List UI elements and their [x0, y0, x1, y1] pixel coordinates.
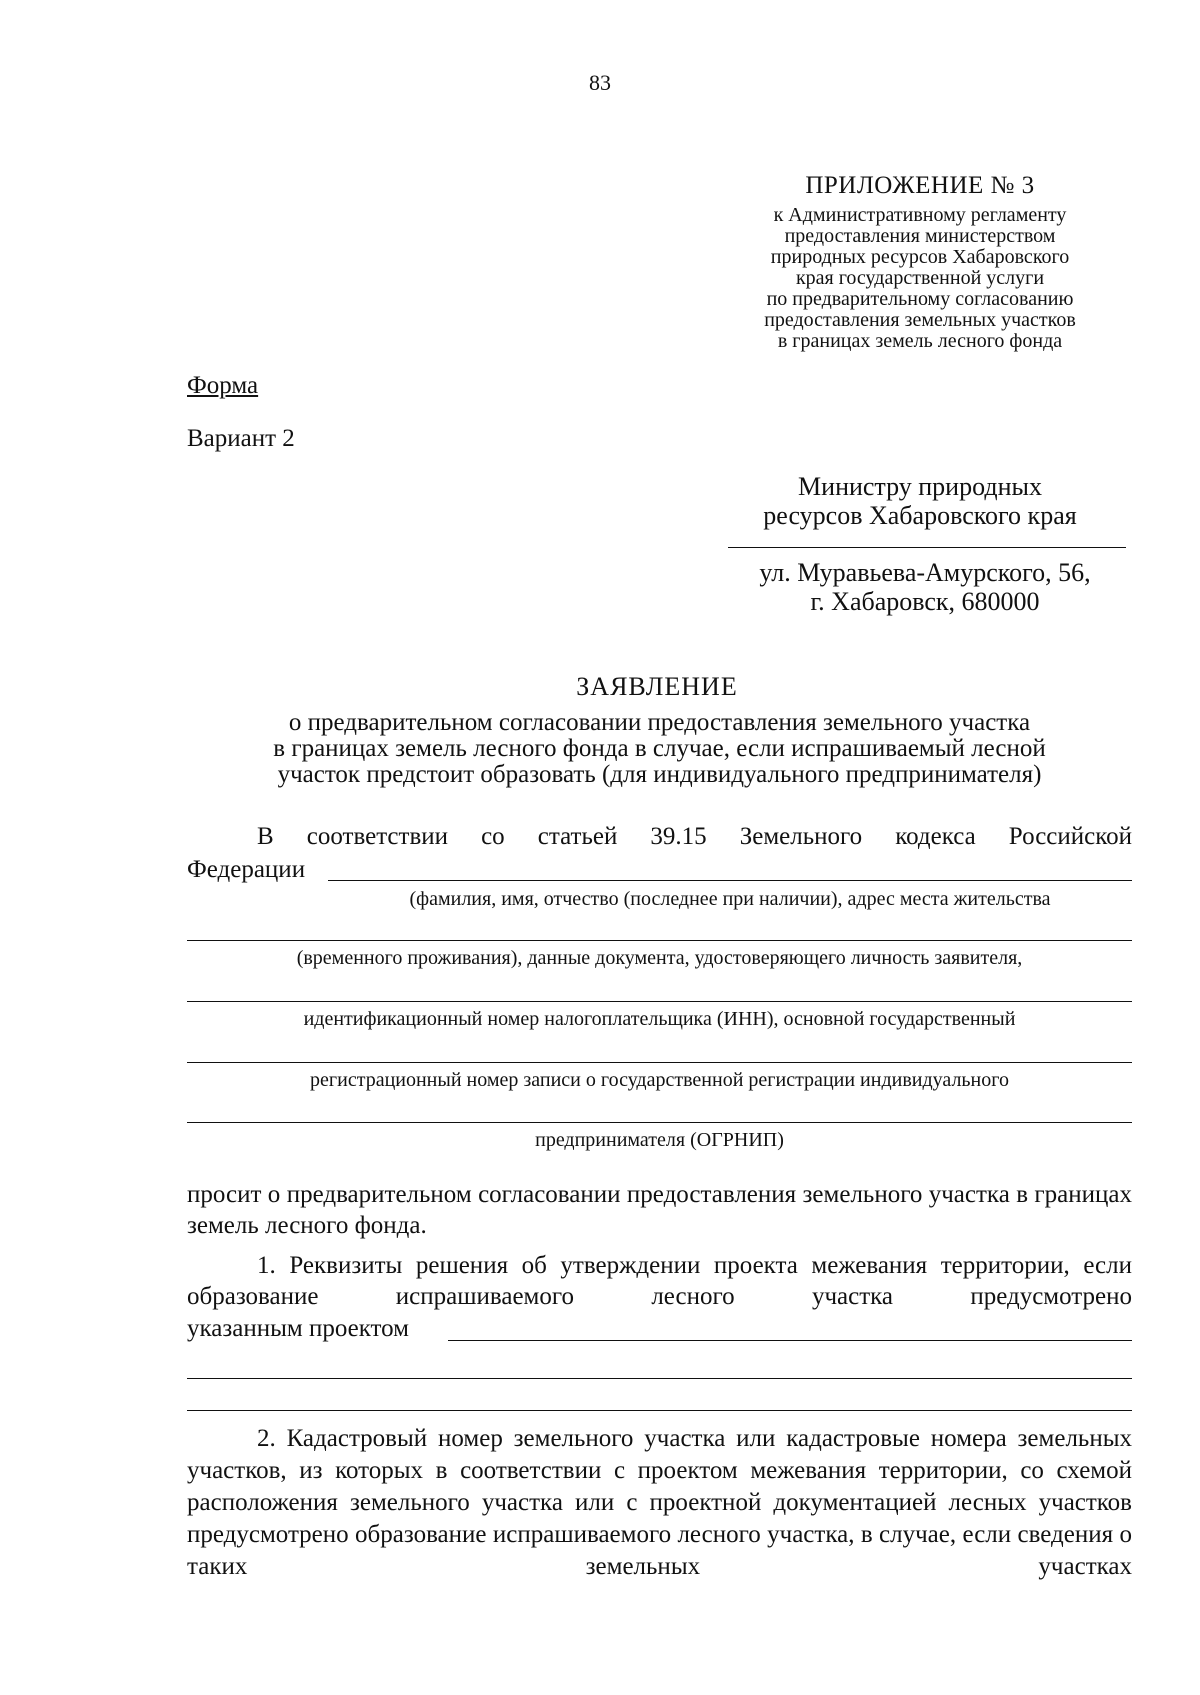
applicant-fill-line-5[interactable] [187, 1122, 1132, 1123]
field-caption: регистрационный номер записи о государственной регистрации индивидуального [310, 1069, 1009, 1091]
item-2-text: 2. Кадастровый номер земельного участка или кадастровые номера земельных участков, из которых в соответствии с проектом межевания территории, со схемой расположения земельного участка или с проектной документацией лесных участков предусмотрено образование испрашиваемого лесного участка, в случае, если сведения о таких земельных участках [187, 1425, 1132, 1580]
statement-title: ЗАЯВЛЕНИЕ [576, 672, 738, 701]
field-caption: идентификационный номер налогоплательщика (ИНН), основной государственный [303, 1008, 1016, 1030]
field-caption: (временного проживания), данные документа, удостоверяющего личность заявителя, [296, 947, 1023, 969]
addressee-line: ресурсов Хабаровского края [763, 501, 1077, 530]
field-caption: (фамилия, имя, отчество (последнее при наличии), адрес места жительства [409, 888, 1051, 910]
appendix-line: природных ресурсов Хабаровского [770, 246, 1070, 268]
subtitle-line: участок предстоит образовать (для индивидуального предпринимателя) [277, 761, 1042, 788]
variant-label: Вариант 2 [187, 425, 295, 452]
addressee-fill-line[interactable] [728, 547, 1126, 548]
item-2-paragraph [187, 1423, 1132, 1583]
form-label: Форма [187, 372, 259, 399]
item-1-paragraph [187, 1250, 1132, 1312]
appendix-line: по предварительному согласованию [766, 288, 1074, 310]
appendix-block [720, 205, 1120, 352]
item-1-text: 1. Реквизиты решения об утверждении проекта межевания территории, если образование испрашиваемого лесного участка предусмотрено [187, 1252, 1132, 1310]
appendix-line: в границах земель лесного фонда [777, 330, 1063, 352]
address-line: ул. Муравьева-Амурского, 56, [759, 558, 1091, 587]
item-1-fill-line-1[interactable] [448, 1340, 1132, 1341]
federation-label: Федерации [187, 856, 306, 883]
applicant-fill-line-2[interactable] [187, 940, 1132, 941]
field-caption: предпринимателя (ОГРНИП) [535, 1129, 784, 1151]
subtitle-line: в границах земель лесного фонда в случае, если испрашиваемый лесной [273, 735, 1046, 762]
intro-line: В соответствии со статьей 39.15 Земельного кодекса Российской [257, 823, 1132, 850]
item-1-fill-line-2[interactable] [187, 1378, 1132, 1379]
address-block [710, 558, 1140, 616]
item-1-last-label: указанным проектом [187, 1315, 409, 1342]
applicant-fill-line-1[interactable] [328, 880, 1132, 881]
appendix-line: края государственной услуги [795, 267, 1045, 289]
addressee-block [710, 472, 1130, 530]
applicant-fill-line-4[interactable] [187, 1062, 1132, 1063]
page-number: 83 [589, 70, 611, 95]
applicant-fill-line-3[interactable] [187, 1001, 1132, 1002]
item-1-fill-line-3[interactable] [187, 1410, 1132, 1411]
appendix-line: предоставления земельных участков [764, 309, 1076, 331]
appendix-line: предоставления министерством [784, 225, 1056, 247]
statement-subtitle [187, 710, 1132, 788]
appendix-line: к Административному регламенту [773, 204, 1067, 226]
appendix-title: ПРИЛОЖЕНИЕ № 3 [805, 172, 1035, 199]
request-paragraph: просит о предварительном согласовании предоставления земельного участка в границах земель лесного фонда. [187, 1181, 1132, 1239]
subtitle-line: о предварительном согласовании предоставления земельного участка [288, 709, 1031, 736]
addressee-line: Министру природных [798, 472, 1042, 501]
address-line: г. Хабаровск, 680000 [810, 587, 1040, 616]
